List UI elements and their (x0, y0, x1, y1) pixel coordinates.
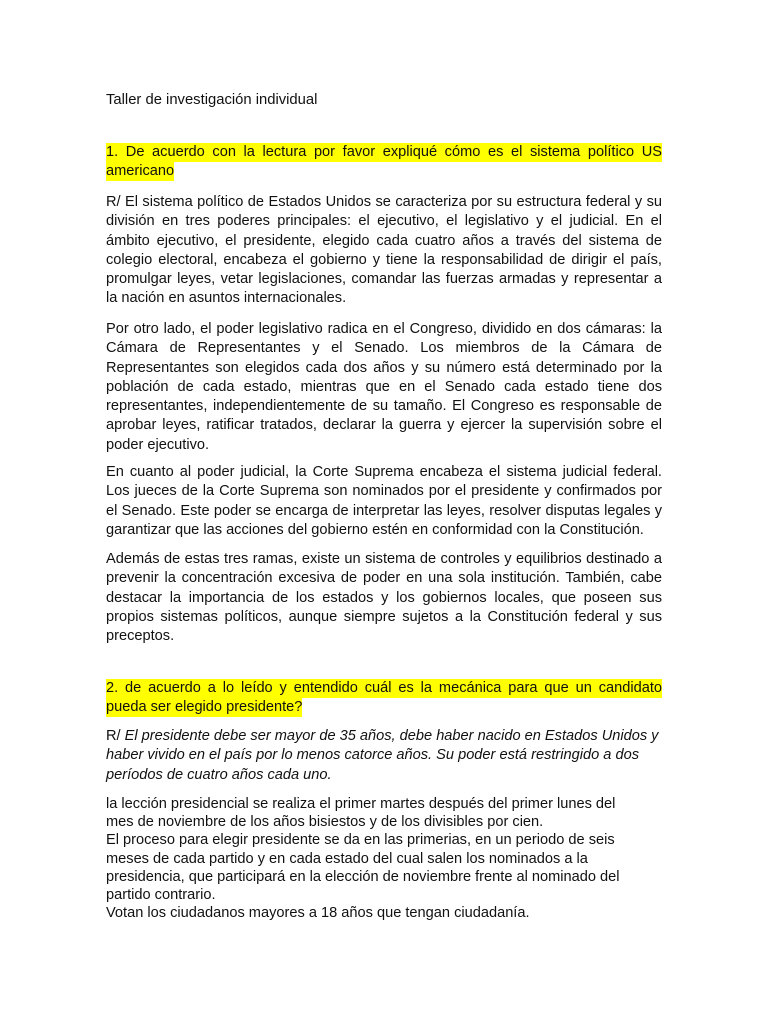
answer-2-line-1: la lección presidencial se realiza el primer martes después del primer lunes del (106, 796, 616, 812)
answer-2-italic-paragraph (106, 727, 662, 785)
answer-2-line-4: meses de cada partido y en cada estado del cual salen los nominados a la (106, 850, 588, 867)
answer-2-italic-text: El presidente debe ser mayor de 35 años, debe haber nacido en Estados Unidos y haber vivido en el país por lo menos catorce años. Su poder está restringido a dos períodos de cuatro años cada uno. (106, 728, 659, 783)
answer-1-paragraph-2: Por otro lado, el poder legislativo radica en el Congreso, dividido en dos cámaras: la Cámara de Representantes y el Senado. Los miembros de la Cámara de Representantes son elegidos cada dos años y su número está determinado por la población de cada estado, mientras que en el Senado cada estado tiene dos representantes, independientemente de su tamaño. El Congreso es responsable de aprobar leyes, ratificar tratados, declarar la guerra y ejercer la supervisión sobre el poder ejecutivo. (106, 321, 662, 453)
answer-2-line-3: El proceso para elegir presidente se da en las primerias, en un periodo de seis (106, 832, 615, 849)
answer-2-details (106, 795, 662, 922)
answer-2-line-2: mes de noviembre de los años bisiestos y de los divisibles por cien. (106, 814, 544, 831)
question-2-highlight: 2. de acuerdo a lo leído y entendido cuál es la mecánica para que un candidato pueda ser elegido presidente? (106, 680, 662, 716)
answer-1-paragraph-4: Además de estas tres ramas, existe un sistema de controles y equilibrios destinado a prevenir la concentración excesiva de poder en una sola institución. También, cabe destacar la importancia de los estados y los gobiernos locales, que poseen sus propios sistemas políticos, aunque siempre sujetos a la Constitución federal y sus preceptos. (106, 551, 662, 645)
document-title: Taller de investigación individual (106, 92, 318, 108)
answer-2-prefix: R/ (106, 728, 125, 744)
answer-2-line-5: presidencia, que participará en la elección de noviembre frente al nominado del (106, 868, 620, 885)
answer-2-line-7: Votan los ciudadanos mayores a 18 años que tengan ciudadanía. (106, 905, 530, 922)
question-1-highlight: 1. De acuerdo con la lectura por favor expliqué cómo es el sistema político US americano (106, 144, 662, 180)
answer-2-line-6: partido contrario. (106, 887, 216, 904)
question-1 (106, 143, 662, 182)
answer-1-paragraph-1: R/ El sistema político de Estados Unidos se caracteriza por su estructura federal y su división en tres poderes principales: el ejecutivo, el legislativo y el judicial. En el ámbito ejecutivo, el presidente, elegido cada cuatro años a través del sistema de colegio electoral, encabeza el gobierno y tiene la responsabilidad de dirigir el país, promulgar leyes, vetar legislaciones, comandar las fuerzas armadas y representar a la nación en asuntos internacionales. (106, 194, 662, 307)
question-2 (106, 679, 662, 718)
answer-1-paragraph-3: En cuanto al poder judicial, la Corte Suprema encabeza el sistema judicial federal. Los jueces de la Corte Suprema son nominados por el presidente y confirmados por el Senado. Este poder se encarga de interpretar las leyes, resolver disputas legales y garantizar que las acciones del gobierno estén en conformidad con la Constitución. (106, 464, 662, 538)
